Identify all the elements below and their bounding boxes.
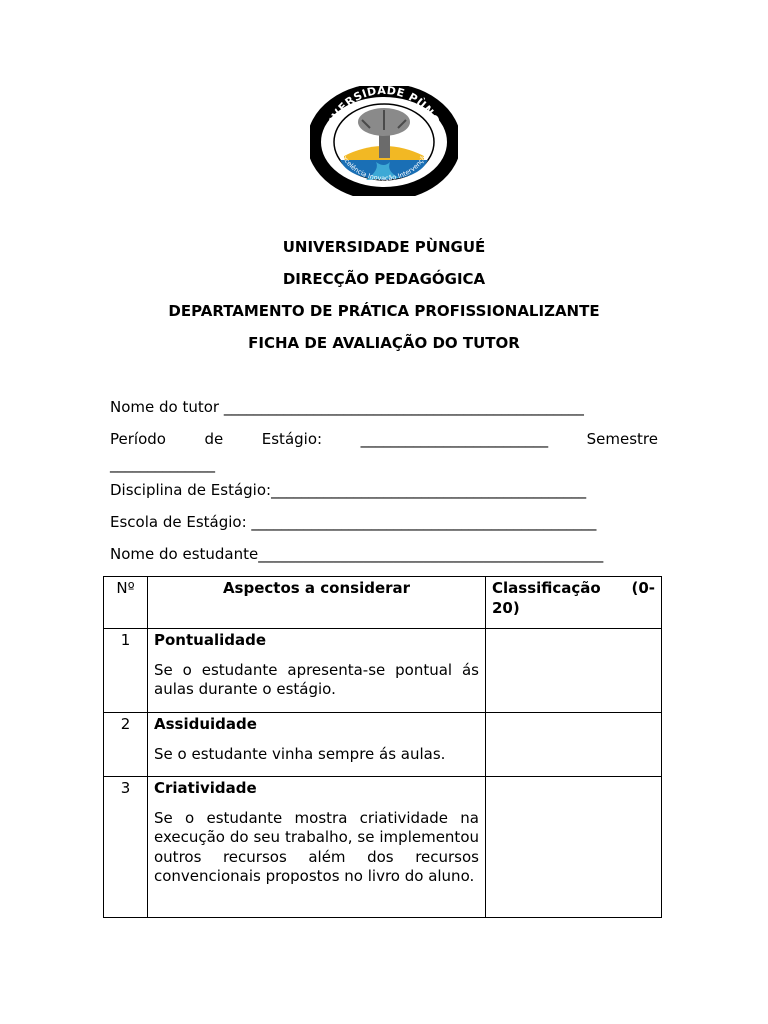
escola-field[interactable]: Escola de Estágio: ______________________________________________ — [110, 513, 597, 531]
header-aspects: Aspectos a considerar — [148, 577, 486, 629]
estudante-field[interactable]: Nome do estudante______________________________________________ — [110, 545, 604, 563]
university-logo — [310, 86, 458, 196]
criterion-title: Pontualidade — [154, 631, 267, 649]
table-row — [104, 777, 662, 918]
periodo-blank[interactable]: _________________________ — [360, 430, 549, 448]
tutor-name-field[interactable]: Nome do tutor ________________________________________________ — [110, 398, 584, 416]
form-title: FICHA DE AVALIAÇÃO DO TUTOR — [248, 334, 520, 352]
disciplina-field[interactable]: Disciplina de Estágio:__________________________________________ — [110, 481, 587, 499]
table-header-row — [104, 577, 662, 629]
periodo-label: Período — [110, 430, 166, 448]
header-no: Nº — [104, 577, 148, 629]
directorate-name: DIRECÇÃO PEDAGÓGICA — [282, 270, 486, 288]
periodo-estagio-label: Estágio: — [261, 430, 323, 448]
criterion-title: Assiduidade — [154, 715, 257, 733]
row-number: 3 — [104, 777, 148, 918]
score-cell[interactable] — [486, 777, 662, 918]
header-classification: Classificação (0- 20) — [486, 577, 662, 629]
svg-text:UNIVERSIDADE PÙNGUÉ: UNIVERSIDADE PÙNGUÉ — [321, 86, 447, 143]
row-number: 2 — [104, 713, 148, 777]
semestre-blank[interactable]: ______________ — [110, 455, 215, 473]
department-name: DEPARTAMENTO DE PRÁTICA PROFISSIONALIZANTE — [168, 302, 600, 320]
criterion-description: Se o estudante apresenta-se pontual ás aulas durante o estágio. — [154, 660, 479, 698]
periodo-de-label: de — [204, 430, 224, 448]
score-cell[interactable] — [486, 629, 662, 713]
table-row — [104, 713, 662, 777]
criterion-description: Se o estudante vinha sempre ás aulas. — [154, 744, 446, 763]
row-number: 1 — [104, 629, 148, 713]
semestre-label: Semestre — [586, 430, 658, 448]
score-cell[interactable] — [486, 713, 662, 777]
university-name: UNIVERSIDADE PÙNGUÉ — [282, 238, 486, 256]
row-aspect — [148, 713, 486, 777]
criterion-description: Se o estudante mostra criatividade na execução do seu trabalho, se implementou outros recursos além dos recursos convencionais propostos no livro do aluno. — [154, 808, 479, 885]
criterion-title: Criatividade — [154, 779, 257, 797]
row-aspect — [148, 777, 486, 918]
row-aspect — [148, 629, 486, 713]
periodo-field[interactable] — [110, 430, 658, 448]
evaluation-table — [103, 576, 662, 918]
table-row — [104, 629, 662, 713]
svg-text:Excelência Inovação Intervençã: Excelência Inovação Intervenção — [338, 151, 430, 183]
baobab-tree-seal-icon — [310, 86, 458, 196]
